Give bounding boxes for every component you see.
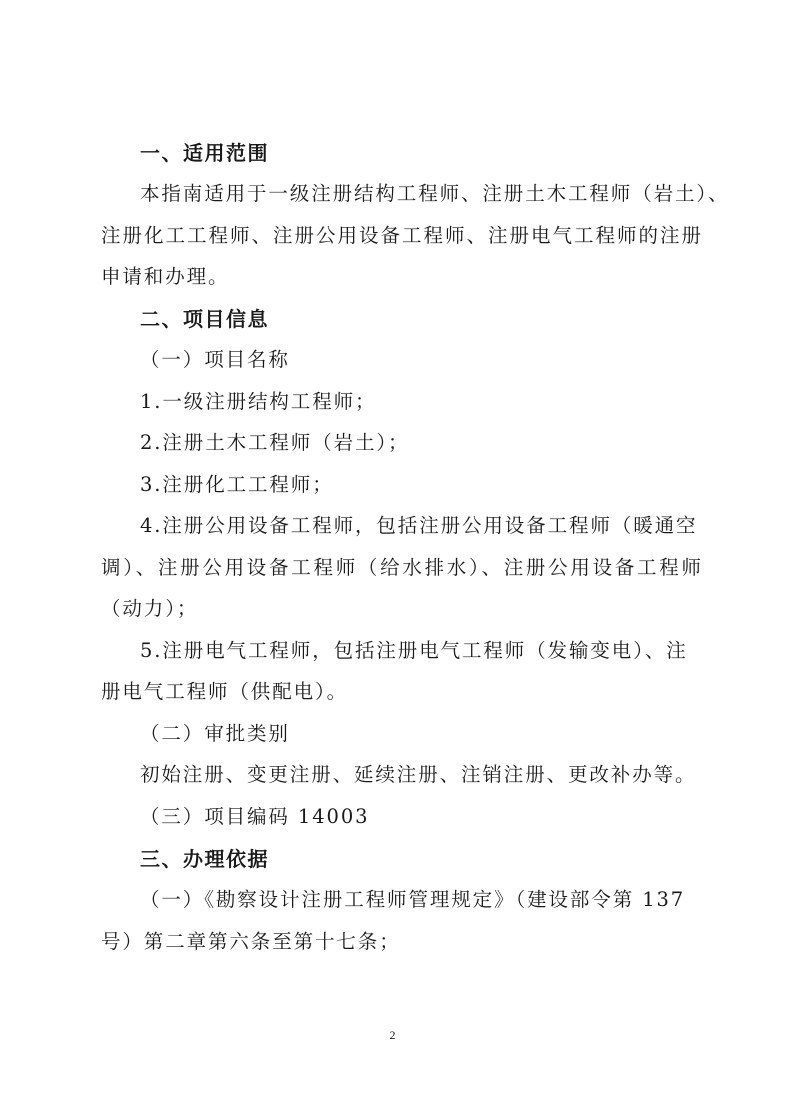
subsection-title-approval-category: （二）审批类别	[140, 722, 290, 745]
page-number: 2	[389, 1028, 396, 1042]
paragraph-line: 号）第二章第六条至第十七条；	[101, 930, 401, 953]
list-item: 3.注册化工工程师；	[140, 473, 334, 496]
list-item-continuation: （动力）；	[101, 597, 199, 620]
paragraph-line: 本指南适用于一级注册结构工程师、注册土木工程师（岩土）、	[140, 182, 730, 205]
list-item-continuation: 册电气工程师（供配电）。	[101, 680, 349, 703]
paragraph-line: 注册化工工程师、注册公用设备工程师、注册电气工程师的注册	[101, 224, 701, 247]
section-heading-scope: 一、适用范围	[140, 141, 269, 165]
subsection-title-project-code: （三）项目编码 14003	[140, 805, 370, 828]
list-item: 5.注册电气工程师，包括注册电气工程师（发输变电）、注	[140, 639, 688, 662]
section-heading-basis: 三、办理依据	[140, 847, 269, 871]
section-heading-project-info: 二、项目信息	[140, 307, 269, 331]
list-item: 4.注册公用设备工程师，包括注册公用设备工程师（暖通空	[140, 514, 698, 537]
list-item: 2.注册土木工程师（岩土）；	[140, 431, 410, 454]
paragraph-line: 初始注册、变更注册、延续注册、注销注册、更改补办等。	[140, 763, 697, 786]
list-item-continuation: 调）、注册公用设备工程师（给水排水）、注册公用设备工程师	[101, 556, 701, 579]
subsection-title-project-name: （一）项目名称	[140, 348, 290, 371]
paragraph-line: 申请和办理。	[101, 265, 230, 288]
paragraph-line: （一）《勘察设计注册工程师管理规定》（建设部令第 137	[140, 888, 686, 911]
list-item: 1.一级注册结构工程师；	[140, 390, 377, 413]
